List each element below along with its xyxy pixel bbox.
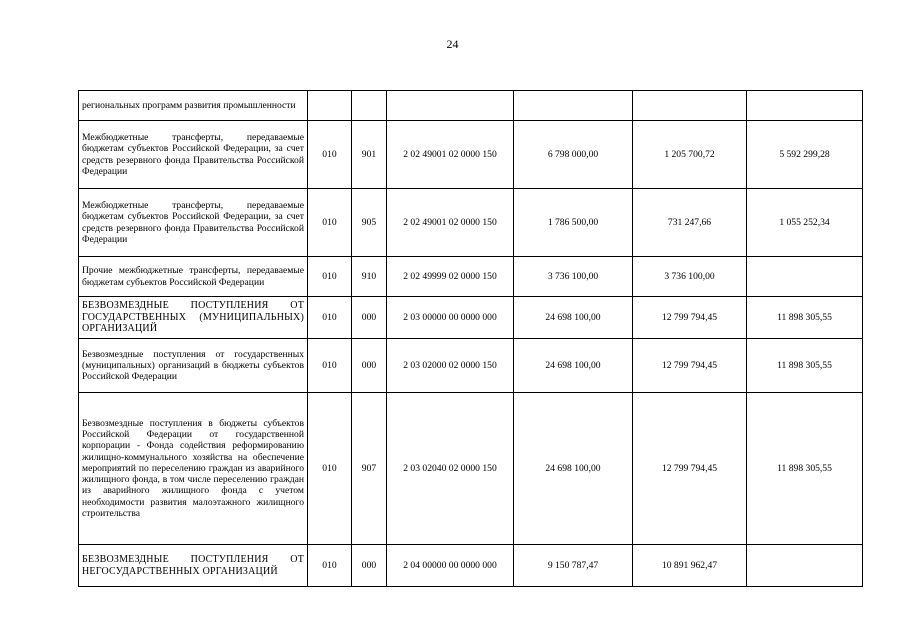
table-row [79,257,863,297]
row-code: 2 03 02000 02 0000 150 [387,339,514,393]
row-description: Безвозмездные поступления от государственных (муниципальных) организаций в бюджеты субъектов Российской Федерации [79,339,308,393]
row-description: БЕЗВОЗМЕЗДНЫЕ ПОСТУПЛЕНИЯ ОТ ГОСУДАРСТВЕННЫХ (МУНИЦИПАЛЬНЫХ) ОРГАНИЗАЦИЙ [79,297,308,339]
row-value-3: 11 898 305,55 [747,393,863,545]
row-col2 [308,91,352,121]
row-value-1: 24 698 100,00 [514,393,633,545]
row-col3: 910 [352,257,387,297]
table-row [79,297,863,339]
row-code: 2 02 49001 02 0000 150 [387,189,514,257]
row-description: Межбюджетные трансферты, передаваемые бюджетам субъектов Российской Федерации, за счет средств резервного фонда Правительства Российской Федерации [79,189,308,257]
row-value-1 [514,91,633,121]
row-value-2: 731 247,66 [633,189,747,257]
row-description: Межбюджетные трансферты, передаваемые бюджетам субъектов Российской Федерации, за счет средств резервного фонда Правительства Российской Федерации [79,121,308,189]
row-value-3: 1 055 252,34 [747,189,863,257]
row-col3: 901 [352,121,387,189]
row-value-1: 24 698 100,00 [514,339,633,393]
row-code: 2 03 00000 00 0000 000 [387,297,514,339]
row-col3: 000 [352,297,387,339]
row-value-2: 12 799 794,45 [633,339,747,393]
row-description: БЕЗВОЗМЕЗДНЫЕ ПОСТУПЛЕНИЯ ОТ НЕГОСУДАРСТВЕННЫХ ОРГАНИЗАЦИЙ [79,545,308,587]
row-code: 2 02 49001 02 0000 150 [387,121,514,189]
row-value-2: 12 799 794,45 [633,297,747,339]
row-value-1: 9 150 787,47 [514,545,633,587]
table-row [79,121,863,189]
row-value-3: 11 898 305,55 [747,297,863,339]
row-value-2: 12 799 794,45 [633,393,747,545]
row-code: 2 03 02040 02 0000 150 [387,393,514,545]
row-col2: 010 [308,393,352,545]
row-code: 2 02 49999 02 0000 150 [387,257,514,297]
row-value-1: 24 698 100,00 [514,297,633,339]
row-value-3 [747,91,863,121]
row-col3: 905 [352,189,387,257]
budget-revenue-table [78,90,863,587]
row-value-3 [747,257,863,297]
row-col3 [352,91,387,121]
row-col2: 010 [308,257,352,297]
row-description: региональных программ развития промышленности [79,91,308,121]
table-row [79,545,863,587]
row-code: 2 04 00000 00 0000 000 [387,545,514,587]
table-row [79,393,863,545]
row-value-2 [633,91,747,121]
row-value-1: 3 736 100,00 [514,257,633,297]
row-col3: 000 [352,545,387,587]
table-row [79,339,863,393]
row-col2: 010 [308,545,352,587]
row-value-2: 1 205 700,72 [633,121,747,189]
row-col2: 010 [308,121,352,189]
row-col2: 010 [308,297,352,339]
row-description: Прочие межбюджетные трансферты, передаваемые бюджетам субъектов Российской Федерации [79,257,308,297]
row-value-1: 1 786 500,00 [514,189,633,257]
table-row [79,91,863,121]
row-code [387,91,514,121]
row-value-1: 6 798 000,00 [514,121,633,189]
row-value-3: 11 898 305,55 [747,339,863,393]
row-value-3: 5 592 299,28 [747,121,863,189]
row-value-2: 3 736 100,00 [633,257,747,297]
row-col2: 010 [308,339,352,393]
table-row [79,189,863,257]
row-col3: 907 [352,393,387,545]
row-value-3 [747,545,863,587]
row-col2: 010 [308,189,352,257]
row-value-2: 10 891 962,47 [633,545,747,587]
page-number: 24 [446,37,459,51]
row-col3: 000 [352,339,387,393]
row-description: Безвозмездные поступления в бюджеты субъектов Российской Федерации от государственной корпорации - Фонда содействия реформированию жилищно-коммунального хозяйства на обеспечение мероприятий по переселению граждан из аварийного жилищного фонда, в том числе переселению граждан из аварийного жилищного фонда с учетом необходимости развития малоэтажного жилищного строительства [79,393,308,545]
